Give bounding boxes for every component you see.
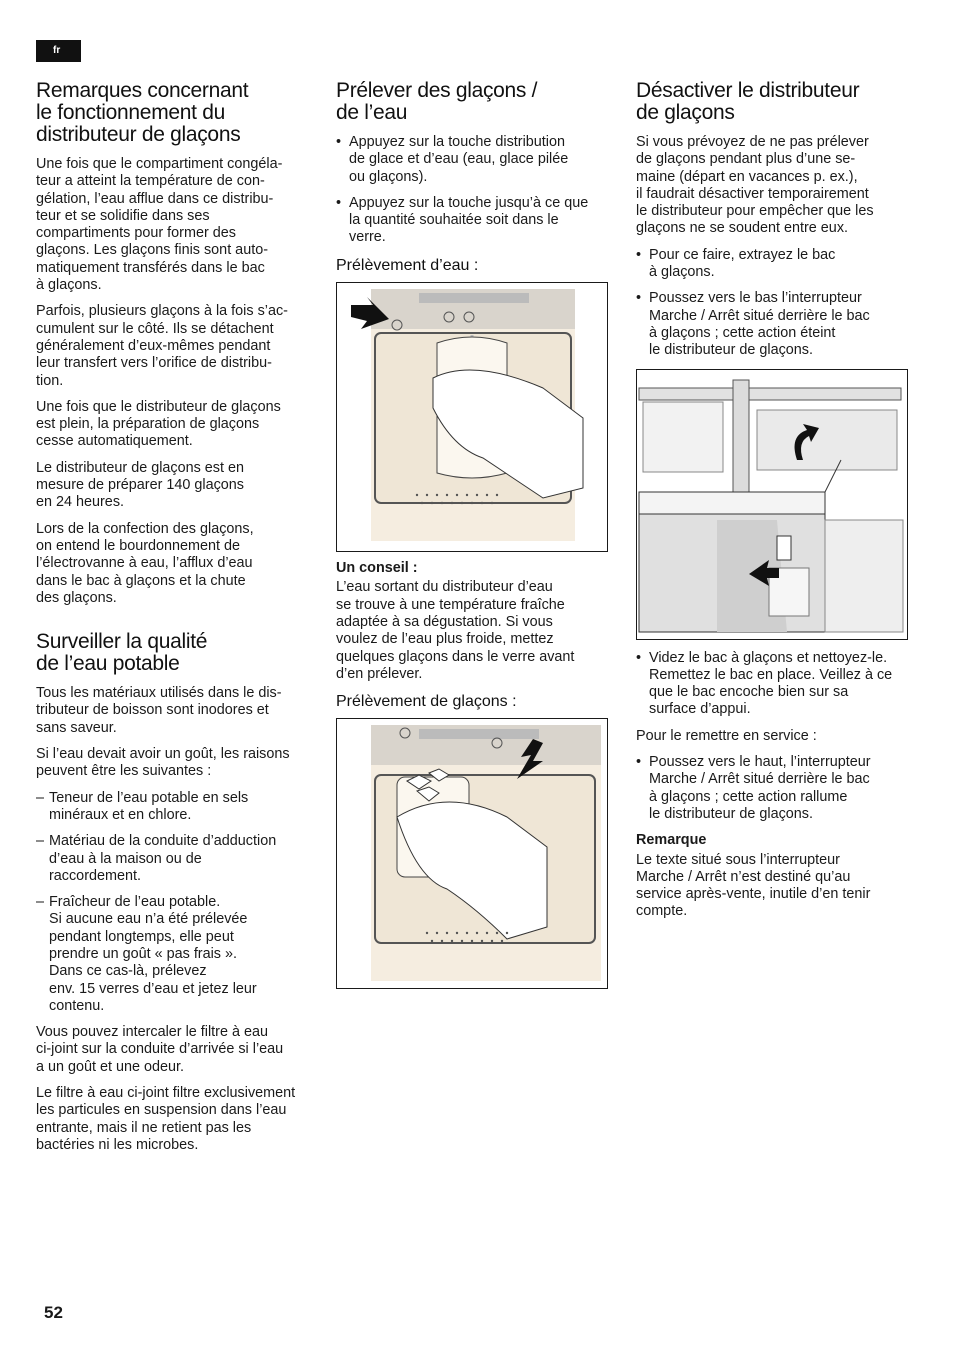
text-line: glaçons ne se soudent entre eux. — [636, 220, 849, 237]
tip-title: Un conseil : — [336, 560, 418, 577]
text-line: adaptée à sa dégustation. Si vous — [336, 613, 553, 630]
text-line: d’en prélever. — [336, 665, 423, 682]
switch-illustration — [636, 369, 908, 640]
text-line: à glaçons. — [36, 277, 102, 294]
text-line: à glaçons ; cette action éteint — [649, 324, 836, 341]
instruction-list — [636, 650, 916, 719]
text-line: Remettez le bac en place. Veillez à ce — [649, 666, 893, 683]
text-line: on entend le bourdonnement de — [36, 537, 241, 554]
text-line: contenu. — [49, 997, 105, 1014]
text-line: pendant longtemps, elle peut — [49, 928, 234, 945]
list-item — [336, 195, 612, 247]
heading-deactivate-dispenser — [636, 80, 916, 124]
text-line: le distributeur de glaçons. — [649, 342, 813, 359]
text-line: glaçons. Les glaçons finis sont auto- — [36, 242, 268, 259]
text-line: Désactiver le distributeur — [636, 79, 860, 102]
text-line: l’électrovanne à eau, l’afflux d’eau — [36, 555, 253, 572]
water-dispense-illustration — [336, 282, 608, 552]
text-line: se trouve à une température fraîche — [336, 596, 565, 613]
column-3 — [636, 80, 916, 930]
text-line: de glaçons pendant plus d’une se- — [636, 151, 856, 168]
text-line: compte. — [636, 903, 688, 920]
text-line: surface d’appui. — [649, 701, 751, 718]
paragraph — [36, 156, 318, 294]
text-line: matiquement transférés dans le bac — [36, 259, 265, 276]
ice-dispense-illustration — [336, 718, 608, 989]
text-line: Le texte situé sous l’interrupteur — [636, 851, 840, 868]
text-line: quelques glaçons dans le verre avant — [336, 648, 575, 665]
text-line: distributeur de glaçons — [36, 123, 241, 146]
subheading-water: Prélèvement d’eau : — [336, 256, 479, 274]
text-line: Une fois que le compartiment congéla- — [36, 156, 283, 172]
paragraph — [636, 134, 916, 238]
text-line: d’eau à la maison ou de — [49, 850, 202, 867]
paragraph — [36, 746, 318, 781]
text-line: Tous les matériaux utilisés dans le dis- — [36, 685, 282, 702]
text-line: • Poussez vers le bas l’interrupteur — [649, 290, 862, 307]
paragraph — [36, 1024, 318, 1076]
paragraph — [636, 728, 916, 745]
text-line: Pour le remettre en service : — [636, 727, 817, 744]
list-item — [36, 833, 318, 885]
text-line: prendre un goût « pas frais ». — [49, 945, 237, 962]
list-item — [636, 754, 916, 823]
text-line: à glaçons ; cette action rallume — [649, 788, 848, 805]
paragraph — [36, 685, 318, 737]
list-item — [636, 247, 916, 282]
text-line: Marche / Arrêt situé derrière le bac — [649, 307, 870, 324]
paragraph — [36, 399, 318, 451]
paragraph — [36, 1085, 318, 1154]
list-item — [336, 134, 612, 186]
text-line: • Appuyez sur la touche distribution — [349, 134, 565, 150]
text-line: Surveiller la qualité — [36, 630, 208, 654]
text-line: mesure de préparer 140 glaçons — [36, 477, 244, 494]
heading-dispense-ice-water — [336, 80, 612, 124]
text-line: la quantité souhaitée soit dans le — [349, 212, 559, 229]
text-line: que le bac encoche bien sur sa — [649, 684, 849, 701]
text-line: peuvent être les suivantes : — [36, 763, 212, 780]
text-line: tion. — [36, 372, 64, 389]
paragraph — [36, 460, 318, 512]
text-line: le distributeur de glaçons. — [649, 805, 813, 822]
text-line: Le filtre à eau ci-joint filtre exclusivement — [36, 1085, 296, 1102]
instruction-list — [336, 134, 612, 247]
text-line: • Appuyez sur la touche jusqu’à ce que — [349, 194, 589, 211]
text-line: Le distributeur de glaçons est en — [36, 459, 244, 476]
text-line: cumulent sur le côté. Ils se détachent — [36, 320, 274, 337]
text-line: ci-joint sur la conduite d’arrivée si l’eau — [36, 1041, 284, 1058]
text-line: Si aucune eau n’a été prélevée — [49, 911, 248, 928]
column-1 — [36, 80, 318, 1163]
text-line: de glace et d’eau (eau, glace pilée — [349, 151, 569, 168]
text-line: le fonctionnement du — [36, 101, 225, 124]
text-line: – Teneur de l’eau potable en sels — [49, 789, 249, 806]
text-line: a un goût et une odeur. — [36, 1058, 185, 1075]
text-line: raccordement. — [49, 867, 141, 884]
text-line: Une fois que le distributeur de glaçons — [36, 398, 281, 415]
text-line: ou glaçons). — [349, 168, 428, 185]
page-number: 52 — [44, 1303, 63, 1322]
text-line: à glaçons. — [649, 264, 715, 281]
text-line: teur et se solidifie dans ses — [36, 207, 210, 224]
text-line: Remarques concernant — [36, 79, 249, 102]
text-line: • Videz le bac à glaçons et nettoyez-le. — [649, 649, 888, 666]
text-line: env. 15 verres d’eau et jetez leur — [49, 980, 257, 997]
text-line: • Pour ce faire, extrayez le bac — [649, 246, 836, 263]
text-line: gélation, l’eau afflue dans ce distribu- — [36, 190, 274, 207]
text-line: Si l’eau devait avoir un goût, les raisons — [36, 746, 290, 763]
text-line: – Matériau de la conduite d’adduction — [49, 833, 277, 850]
text-line: des glaçons. — [36, 589, 117, 606]
subheading-ice: Prélèvement de glaçons : — [336, 693, 517, 711]
note-text — [636, 852, 916, 921]
text-line: Vous pouvez intercaler le filtre à eau — [36, 1024, 268, 1041]
list-item — [36, 790, 318, 825]
text-line: de l’eau — [336, 101, 408, 124]
note-title: Remarque — [636, 832, 707, 849]
text-line: en 24 heures. — [36, 494, 125, 511]
text-line: maine (départ en vacances p. ex.), — [636, 168, 858, 185]
text-line: généralement d’eux-mêmes pendant — [36, 337, 271, 354]
instruction-list — [636, 247, 916, 360]
text-line: teur a atteint la température de con- — [36, 173, 265, 190]
text-line: • Poussez vers le haut, l’interrupteur — [649, 754, 871, 771]
tip-text — [336, 579, 612, 683]
text-line: L’eau sortant du distributeur d’eau — [336, 579, 553, 596]
text-line: compartiments pour former des — [36, 225, 236, 242]
text-line: verre. — [349, 229, 386, 246]
text-line: – Fraîcheur de l’eau potable. — [49, 894, 221, 911]
column-2 — [336, 80, 612, 989]
text-line: cesse automatiquement. — [36, 433, 193, 450]
list-item — [636, 290, 916, 359]
text-line: Si vous prévoyez de ne pas prélever — [636, 134, 869, 150]
paragraph — [36, 303, 318, 389]
text-line: service après-vente, inutile d’en tenir — [636, 886, 871, 903]
list-item — [36, 894, 318, 1015]
reason-list — [36, 790, 318, 1016]
text-line: Prélever des glaçons / — [336, 79, 538, 102]
text-line: Marche / Arrêt n’est destiné qu’au — [636, 868, 851, 885]
text-line: minéraux et en chlore. — [49, 806, 192, 823]
list-item — [636, 650, 916, 719]
text-line: Parfois, plusieurs glaçons à la fois s’ac- — [36, 303, 288, 320]
language-tag: fr — [36, 40, 81, 62]
text-line: entrante, mais il ne retient pas les — [36, 1119, 252, 1136]
text-line: Marche / Arrêt situé derrière le bac — [649, 771, 870, 788]
heading-ice-dispenser-operation — [36, 80, 318, 146]
text-line: voulez de l’eau plus froide, mettez — [336, 631, 554, 648]
text-line: est plein, la préparation de glaçons — [36, 416, 260, 433]
text-line: leur transfert vers l’orifice de distribu- — [36, 355, 272, 372]
text-line: de glaçons — [636, 101, 735, 124]
instruction-list — [636, 754, 916, 823]
text-line: tributeur de boisson sont inodores et — [36, 702, 269, 719]
text-line: dans le bac à glaçons et la chute — [36, 572, 246, 589]
text-line: de l’eau potable — [36, 652, 180, 676]
paragraph — [36, 521, 318, 607]
text-line: il faudrait désactiver temporairement — [636, 185, 869, 202]
text-line: Dans ce cas-là, prélevez — [49, 963, 207, 980]
text-line: le distributeur pour empêcher que les — [636, 203, 874, 220]
text-line: Lors de la confection des glaçons, — [36, 520, 254, 537]
text-line: sans saveur. — [36, 719, 117, 736]
text-line: bactéries ni les microbes. — [36, 1136, 199, 1153]
heading-water-quality — [36, 631, 318, 675]
text-line: les particules en suspension dans l’eau — [36, 1102, 287, 1119]
